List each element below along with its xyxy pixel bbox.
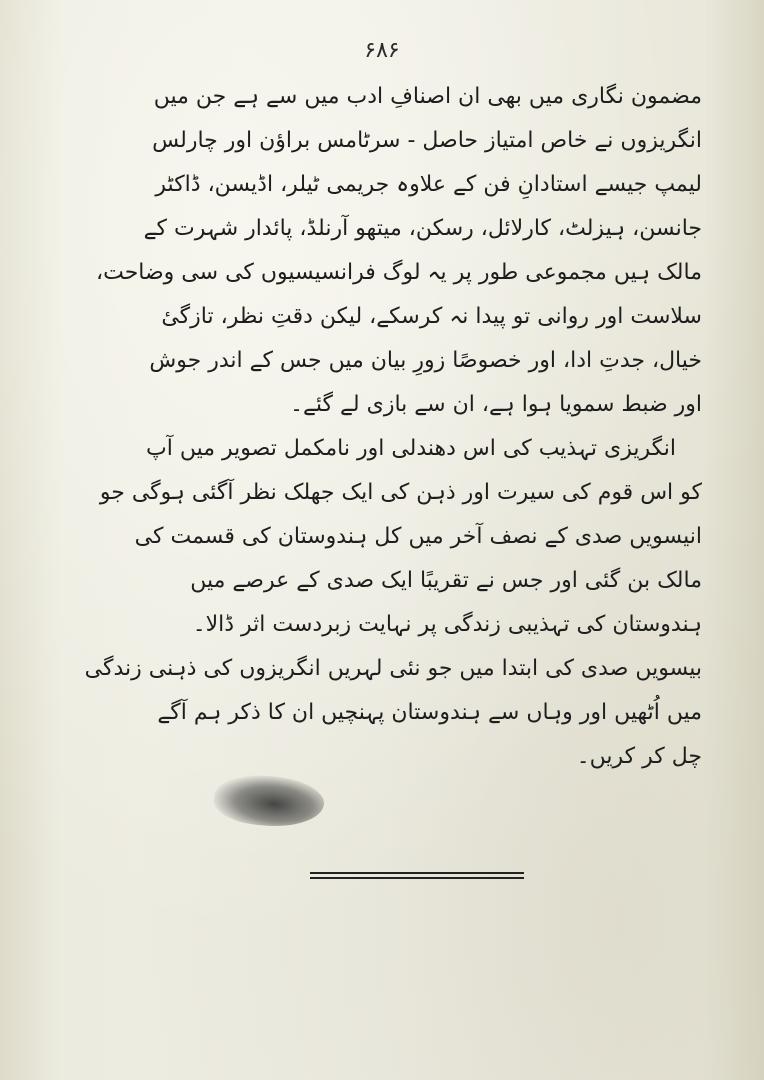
text-line: مالک بن گئی اور جس نے تقریبًا ایک صدی کے عرصے میں <box>190 568 702 593</box>
text-line: مضمون نگاری میں بھی ان اصنافِ ادب میں سے ہے جن میں <box>153 84 702 109</box>
end-rule <box>310 872 524 874</box>
text-line: خیال، جدتِ ادا، اور خصوصًا زورِ بیان میں جس کے اندر جوش <box>149 348 702 373</box>
text-line: ہندوستان کی تہذیبی زندگی پر نہایت زبردست اثر ڈالا۔ <box>192 612 702 637</box>
text-line: انگریزی تہذیب کی اس دھندلی اور نامکمل تصویر میں آپ <box>146 436 676 461</box>
body-text <box>70 75 702 779</box>
end-rule <box>310 877 524 879</box>
text-line: جانسن، ہیزلٹ، کارلائل، رسکن، میتھو آرنلڈ، پائدار شہرت کے <box>143 216 702 241</box>
text-line: انیسویں صدی کے نصف آخر میں کل ہندوستان کی قسمت کی <box>134 524 702 549</box>
page-number: ۶۸۶ <box>364 38 400 63</box>
text-line: بیسویں صدی کی ابتدا میں جو نئی لہریں انگریزوں کی ذہنی زندگی <box>84 656 702 681</box>
text-line: سلاست اور روانی تو پیدا نہ کرسکے، لیکن دقتِ نظر، تازگیٔ <box>161 304 702 329</box>
text-line: میں اُٹھیں اور وہاں سے ہندوستان پہنچیں ان کا ذکر ہم آگے <box>157 700 702 725</box>
text-line: چل کر کریں۔ <box>576 744 702 769</box>
text-line: انگریزوں نے خاص امتیاز حاصل - سرٹامس براؤن اور چارلس <box>152 128 702 153</box>
text-line: اور ضبط سمویا ہوا ہے، ان سے بازی لے گئے۔ <box>290 392 702 417</box>
text-line: کو اس قوم کی سیرت اور ذہن کی ایک جھلک نظر آگئی ہوگی جو <box>99 480 702 505</box>
ink-smudge <box>212 770 327 831</box>
text-line: لیمپ جیسے استادانِ فن کے علاوہ جریمی ٹیلر، اڈیسن، ڈاکٹر <box>155 172 702 197</box>
text-line: مالک ہیں مجموعی طور پر یہ لوگ فرانسیسیوں کی سی وضاحت، <box>96 260 702 285</box>
